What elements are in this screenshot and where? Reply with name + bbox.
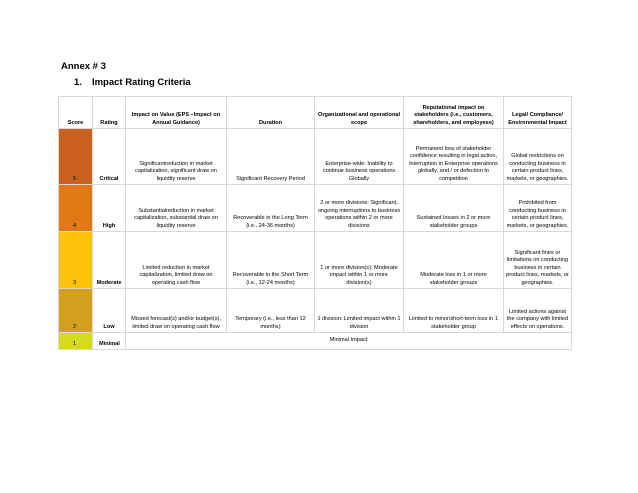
impact-on-value-cell: Missed forecast(s) and/or budget(s), limited draw on operating cash flow bbox=[126, 289, 227, 333]
header-rating: Rating bbox=[93, 97, 126, 129]
organizational-scope-cell: 2 or more divisions: Significant, ongoing interruptions to business operations within 2 or more divisions bbox=[315, 185, 404, 232]
reputational-impact-cell: Moderate loss in 1 or more stakeholder groups bbox=[404, 232, 504, 289]
header-organizational-scope: Organizational and operational scope bbox=[315, 97, 404, 129]
legal-compliance-cell: Prohibited from conducting business in certain product lines, markets, or geographies. bbox=[504, 185, 572, 232]
score-cell: 3 bbox=[59, 232, 93, 289]
impact-on-value-cell: Substantialreduction in market capitalization, substantial draw on liquidity reserve bbox=[126, 185, 227, 232]
duration-cell: Significant Recovery Period bbox=[227, 129, 315, 185]
table-row bbox=[59, 333, 572, 350]
rating-cell: High bbox=[93, 185, 126, 232]
duration-cell: Recoverable in the Long Term (i.e., 24-36 months) bbox=[227, 185, 315, 232]
header-reputational-impact: Reputational impact on stakeholders (i.e., customers, shareholders, and employees) bbox=[404, 97, 504, 129]
score-cell: 2 bbox=[59, 289, 93, 333]
legal-compliance-cell: Limited actions against the company with limited effects on operations. bbox=[504, 289, 572, 333]
minimal-impact-cell: Minimal Impact bbox=[126, 333, 572, 350]
duration-cell: Recoverable in the Short Term (i.e., 12-24 months) bbox=[227, 232, 315, 289]
impact-on-value-cell: Significantreduction in market capitalization, significant draw on liquidity reserve bbox=[126, 129, 227, 185]
table-row bbox=[59, 129, 572, 185]
score-cell: 5 bbox=[59, 129, 93, 185]
header-score: Score bbox=[59, 97, 93, 129]
reputational-impact-cell: Permanent loss of stakeholder confidence resulting in legal action, interruption in Enterprise operations globally, and / or defection to competition bbox=[404, 129, 504, 185]
header-legal-compliance: Legal/ Compliance/ Environmental Impact bbox=[504, 97, 572, 129]
reputational-impact-cell: Sustained losses in 2 or more stakeholder groups bbox=[404, 185, 504, 232]
legal-compliance-cell: Significant fines or limitations on conducting business in certain product lines, markets, or geographies. bbox=[504, 232, 572, 289]
table-row bbox=[59, 232, 572, 289]
table-row bbox=[59, 289, 572, 333]
table-header-row bbox=[59, 97, 572, 129]
reputational-impact-cell: Limited to minor/short-term loss in 1 stakeholder group bbox=[404, 289, 504, 333]
score-cell: 1 bbox=[59, 333, 93, 350]
rating-cell: Minimal bbox=[93, 333, 126, 350]
header-duration: Duration bbox=[227, 97, 315, 129]
rating-cell: Moderate bbox=[93, 232, 126, 289]
legal-compliance-cell: Global restrictions on conducting business in certain product lines, markets, or geographies. bbox=[504, 129, 572, 185]
annex-label: Annex # 3 bbox=[61, 61, 106, 72]
rating-cell: Low bbox=[93, 289, 126, 333]
organizational-scope-cell: 1 or more division(s): Moderate impact within 1 or more division(s) bbox=[315, 232, 404, 289]
duration-cell: Temporary (i.e., less than 12 months) bbox=[227, 289, 315, 333]
impact-on-value-cell: Limited reduction in market capitalization, limited draw on operating cash flow bbox=[126, 232, 227, 289]
section-number: 1. bbox=[74, 77, 82, 88]
score-cell: 4 bbox=[59, 185, 93, 232]
organizational-scope-cell: Enterprise-wide: Inability to continue business operations Globally bbox=[315, 129, 404, 185]
section-title: Impact Rating Criteria bbox=[91, 77, 191, 88]
table-row bbox=[59, 185, 572, 232]
rating-cell: Critical bbox=[93, 129, 126, 185]
section-heading bbox=[74, 77, 191, 88]
impact-rating-table bbox=[58, 96, 572, 350]
organizational-scope-cell: 1 division: Limited impact within 1 division bbox=[315, 289, 404, 333]
header-impact-on-value: Impact on Value (EPS –Impact on Annual Guidance) bbox=[126, 97, 227, 129]
